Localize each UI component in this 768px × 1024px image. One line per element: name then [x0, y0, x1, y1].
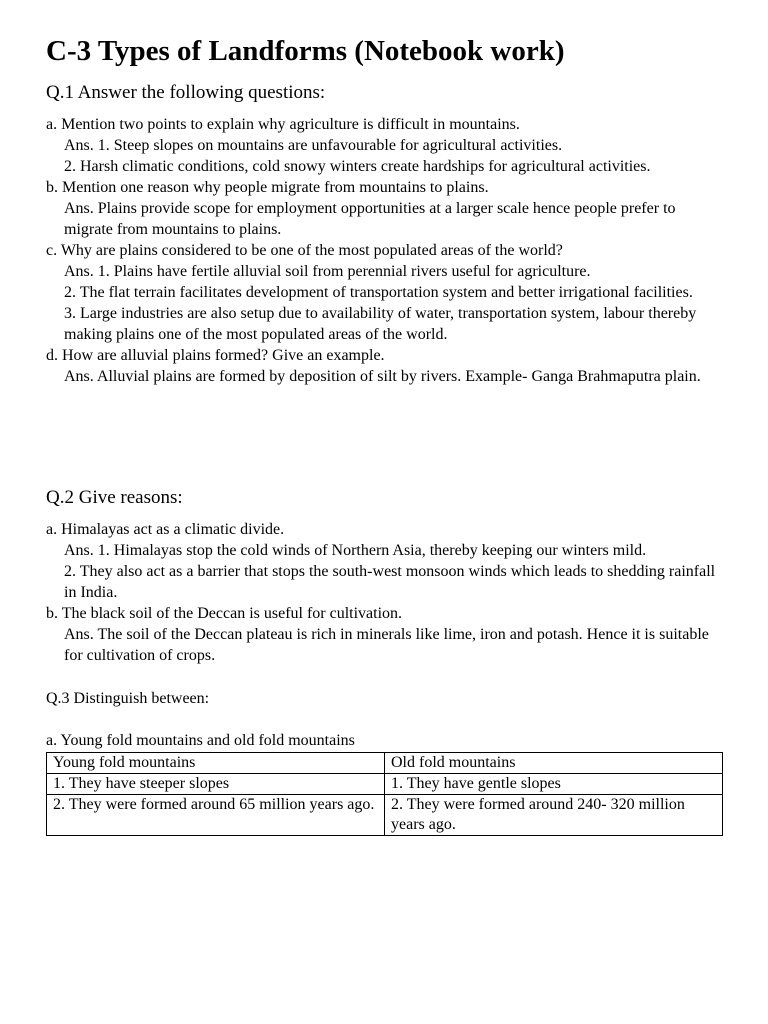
q1-answer-b-1: Ans. Plains provide scope for employment opportunities at a larger scale hence people prefer to migrate from mountains to plains. [64, 200, 676, 238]
table-header-cell: Young fold mountains [47, 753, 385, 774]
q2-question-a: a. Himalayas act as a climatic divide. [46, 521, 285, 538]
q1-answer-a-1: Ans. 1. Steep slopes on mountains are unfavourable for agricultural activities. [64, 137, 563, 154]
table-cell: 1. They have steeper slopes [47, 774, 385, 795]
q2-heading: Q.2 Give reasons: [46, 487, 183, 508]
q2-question-b: b. The black soil of the Deccan is useful for cultivation. [46, 605, 403, 622]
table-header-row [47, 753, 723, 774]
q2-answer-a-2: 2. They also act as a barrier that stops the south-west monsoon winds which leads to shedding rainfall in India. [64, 563, 716, 601]
q2-answer-a-1: Ans. 1. Himalayas stop the cold winds of Northern Asia, thereby keeping our winters mild. [64, 542, 647, 559]
q1-answer-a-2: 2. Harsh climatic conditions, cold snowy winters create hardships for agricultural activities. [64, 158, 651, 175]
q1-question-a: a. Mention two points to explain why agriculture is difficult in mountains. [46, 116, 520, 133]
table-header-cell: Old fold mountains [385, 753, 723, 774]
q3-heading: Q.3 Distinguish between: [46, 690, 210, 707]
q3-subheading: a. Young fold mountains and old fold mountains [46, 732, 355, 749]
q1-question-b: b. Mention one reason why people migrate from mountains to plains. [46, 179, 489, 196]
q1-question-d: d. How are alluvial plains formed? Give an example. [46, 347, 385, 364]
q1-heading: Q.1 Answer the following questions: [46, 82, 326, 103]
q1-answer-c-1: Ans. 1. Plains have fertile alluvial soil from perennial rivers useful for agriculture. [64, 263, 591, 280]
q1-answer-d-1: Ans. Alluvial plains are formed by deposition of silt by rivers. Example- Ganga Brahmaputra plain. [64, 368, 701, 385]
table-cell: 1. They have gentle slopes [385, 774, 723, 795]
q1-answer-c-3: 3. Large industries are also setup due to availability of water, transportation system, labour thereby making plains one of the most populated areas of the world. [64, 305, 697, 343]
table-row [47, 774, 723, 795]
table-row [47, 795, 723, 836]
q2-section [46, 519, 726, 666]
q2-answer-b-1: Ans. The soil of the Deccan plateau is rich in minerals like lime, iron and potash. Hence it is suitable for cultivation of crops. [64, 626, 709, 664]
table-cell: 2. They were formed around 240- 320 million years ago. [385, 795, 723, 836]
q1-question-c: c. Why are plains considered to be one of the most populated areas of the world? [46, 242, 563, 259]
page-title: C-3 Types of Landforms (Notebook work) [46, 35, 565, 67]
table-cell: 2. They were formed around 65 million years ago. [47, 795, 385, 836]
q1-answer-c-2: 2. The flat terrain facilitates development of transportation system and better irrigational facilities. [64, 284, 693, 301]
comparison-table [46, 752, 723, 836]
q1-section [46, 114, 726, 387]
